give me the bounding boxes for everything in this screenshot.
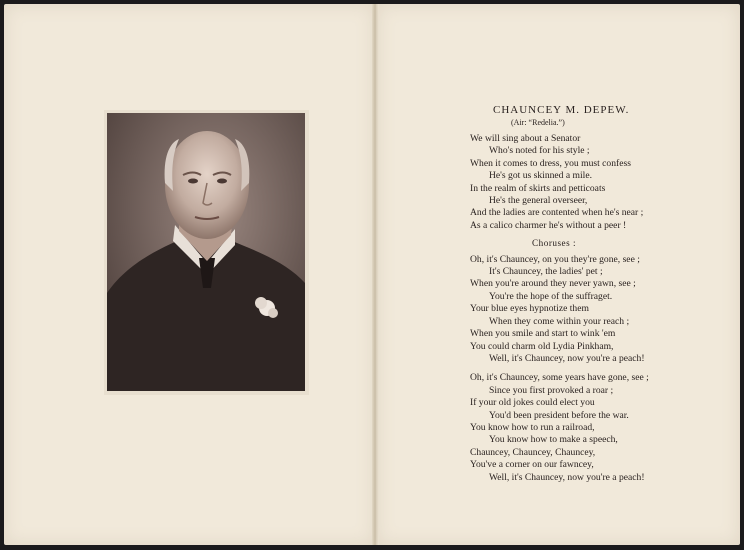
verse-line: He's got us skinned a mile. [489, 170, 592, 182]
chorus-1 [470, 254, 710, 366]
verse-line: He's the general overseer, [489, 195, 588, 207]
verse-line: We will sing about a Senator [470, 133, 581, 144]
verse-line: And the ladies are contented when he's near ; [470, 207, 644, 219]
chorus-line: If your old jokes could elect you [470, 397, 595, 409]
choruses-heading: Choruses : [532, 238, 577, 249]
chorus-line: Well, it's Chauncey, now you're a peach! [489, 471, 645, 483]
chorus-line: When they come within your reach ; [489, 315, 630, 327]
verse-line: When it comes to dress, you must confess [470, 157, 631, 169]
chorus-line: Well, it's Chauncey, now you're a peach! [489, 352, 645, 364]
chorus-line: Oh, it's Chauncey, on you they're gone, see ; [470, 253, 640, 265]
chorus-line: Since you first provoked a roar ; [489, 384, 614, 396]
chorus-line: It's Chauncey, the ladies' pet ; [489, 266, 603, 278]
chorus-line: You know how to run a railroad, [470, 421, 595, 433]
chorus-line: You'd been president before the war. [489, 409, 629, 421]
portrait-photograph [107, 113, 305, 391]
verse-line: In the realm of skirts and petticoats [470, 182, 606, 194]
chorus-line: When you're around they never yawn, see ; [470, 278, 636, 290]
chorus-line: When you smile and start to wink 'em [470, 328, 616, 340]
verse [470, 133, 710, 232]
chorus-line: You've a corner on our fawncey, [470, 459, 594, 471]
chorus-2 [470, 372, 710, 484]
chorus-line: Chauncey, Chauncey, Chauncey, [470, 446, 596, 458]
chorus-line: Your blue eyes hypnotize them [470, 303, 589, 315]
poem-title: CHAUNCEY M. DEPEW. [493, 104, 630, 116]
chorus-line: You know how to make a speech, [489, 434, 618, 446]
book-gutter [372, 4, 379, 545]
chorus-line: You could charm old Lydia Pinkham, [470, 340, 614, 352]
portrait-illustration [107, 113, 305, 391]
verse-line: As a calico charmer he's without a peer ! [470, 219, 627, 231]
poem [470, 103, 710, 484]
chorus-line: Oh, it's Chauncey, some years have gone, see ; [470, 372, 649, 384]
air-note: (Air: “Redelia.”) [511, 118, 565, 127]
chorus-line: You're the hope of the suffraget. [489, 290, 613, 302]
verse-line: Who's noted for his style ; [489, 145, 590, 157]
